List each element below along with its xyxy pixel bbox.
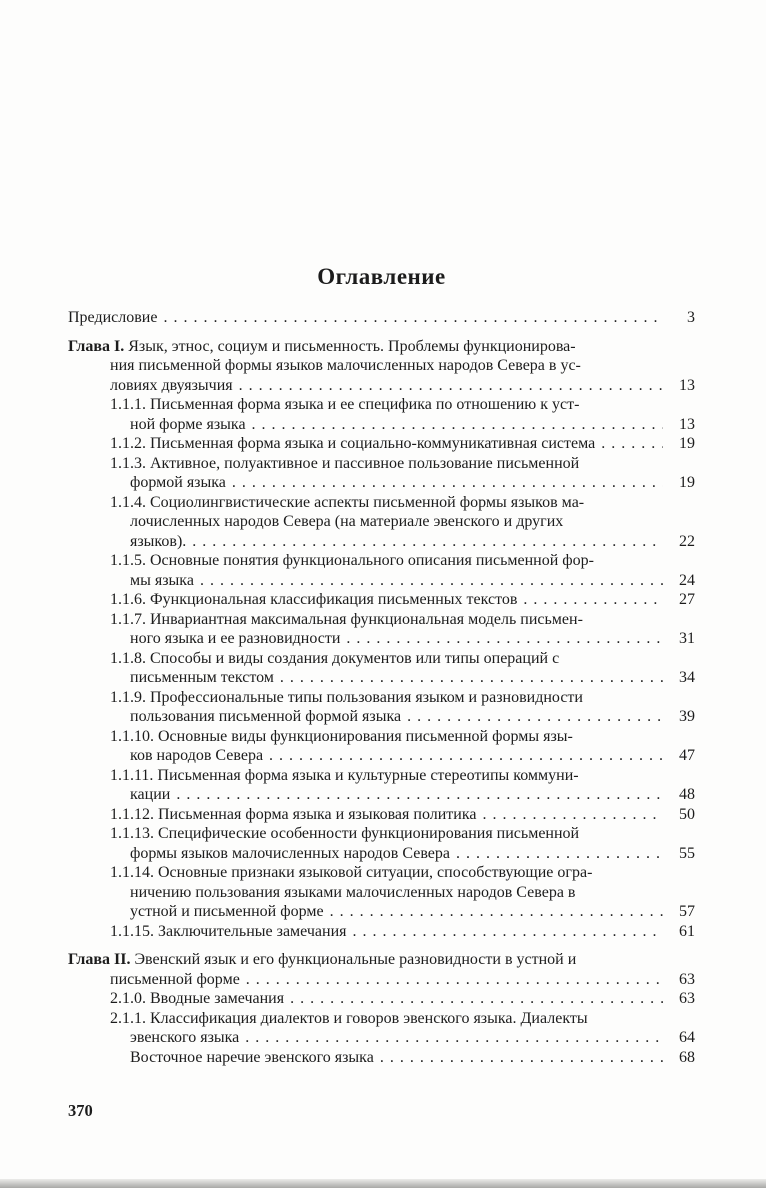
toc-line-text: Восточное наречие эвенского языка [130, 1048, 374, 1066]
toc-line-text: 1.1.8. Способы и виды создания документов или типы операций с [110, 649, 560, 667]
toc-page-number: 19 [679, 435, 695, 452]
toc-line [110, 727, 695, 747]
toc-line-text: 1.1.10. Основные виды функционирования письменной формы язы- [110, 727, 573, 745]
toc-page-number: 19 [679, 474, 695, 491]
toc-line-text: Глава II. Эвенский язык и его функциональные разновидности в устной и [68, 951, 577, 968]
chapter-prefix: Глава II. [68, 951, 135, 968]
dot-leader [601, 434, 663, 454]
toc-entry [68, 950, 695, 989]
dot-leader [252, 415, 663, 435]
toc-entry [68, 434, 695, 454]
toc-line [130, 844, 695, 864]
toc-line [110, 610, 695, 630]
toc-page-number: 68 [679, 1048, 695, 1066]
toc-entry [68, 395, 695, 434]
toc-content [68, 264, 695, 1067]
toc-entry [68, 922, 695, 942]
dot-leader [192, 532, 663, 552]
toc-line-text: ной форме языка [130, 415, 246, 433]
toc-line-text: 2.1.1. Классификация диалектов и говоров эвенского языка. Диалекты [110, 1009, 588, 1027]
toc-page-number: 13 [679, 415, 695, 433]
toc-line [130, 746, 695, 766]
toc-line [110, 863, 695, 883]
page-title: Оглавление [317, 264, 446, 289]
toc-line-text: ков народов Севера [130, 747, 264, 764]
toc-line [68, 950, 695, 970]
toc-page-number: 64 [679, 1029, 695, 1046]
dot-leader [407, 707, 663, 727]
toc-page-number: 61 [679, 922, 695, 940]
toc-line-text: 1.1.14. Основные признаки языковой ситуации, способствующие огра- [110, 864, 593, 881]
toc-line [130, 415, 695, 435]
toc-entry [68, 590, 695, 610]
dot-leader [523, 590, 663, 610]
toc-line [110, 493, 695, 513]
toc-page-number: 55 [679, 844, 695, 862]
toc-page-number: 24 [679, 571, 695, 589]
dot-leader [239, 376, 663, 396]
toc-line [110, 766, 695, 786]
toc-entry [68, 727, 695, 766]
toc-line-text: 1.1.15. Заключительные замечания [110, 922, 347, 940]
footer-page-number: 370 [68, 1101, 93, 1120]
toc-page-number: 34 [679, 669, 695, 686]
toc-line [110, 434, 695, 454]
toc-page-number: 50 [679, 805, 695, 823]
toc-line-text: ния письменной формы языков малочисленных народов Севера в ус- [110, 357, 581, 374]
toc-page-number: 39 [679, 708, 695, 725]
toc-entry [68, 551, 695, 590]
toc-line [110, 551, 695, 571]
toc-page-number: 22 [679, 532, 695, 550]
toc-line-text: письменным текстом [130, 669, 274, 686]
dot-leader [456, 844, 663, 864]
dot-leader [176, 785, 663, 805]
toc-entry [68, 863, 695, 922]
toc-line-text: устной и письменной форме [130, 903, 324, 920]
dot-leader [353, 922, 664, 942]
toc-line [130, 707, 695, 727]
toc-line [130, 1028, 695, 1048]
dot-leader [330, 902, 663, 922]
toc-line [130, 532, 695, 552]
chapter-prefix: Глава I. [68, 337, 129, 355]
toc-page-number: 63 [679, 970, 695, 988]
toc-line [130, 883, 695, 903]
toc-line [110, 649, 695, 669]
toc-line-text: формой языка [130, 474, 226, 491]
toc-line-text: 1.1.5. Основные понятия функционального описания письменной фор- [110, 552, 594, 569]
toc-list [68, 308, 695, 1067]
dot-leader [482, 805, 663, 825]
toc-page-number: 27 [679, 591, 695, 608]
dot-leader [163, 308, 663, 328]
dot-leader [346, 629, 663, 649]
toc-line-text: ного языка и ее разновидности [130, 630, 341, 647]
toc-line-text: кации [130, 786, 171, 803]
toc-line-text: лочисленных народов Севера (на материале эвенского и других [130, 513, 564, 530]
toc-entry [68, 493, 695, 552]
toc-line [130, 785, 695, 805]
toc-entry [68, 1009, 695, 1048]
toc-entry [68, 649, 695, 688]
toc-line [110, 805, 695, 825]
toc-entry [68, 688, 695, 727]
toc-page-number: 13 [679, 376, 695, 394]
toc-line-text: Предисловие [68, 309, 158, 326]
toc-line-text: 1.1.3. Активное, полуактивное и пассивное пользование письменной [110, 454, 580, 472]
toc-line-text: мы языка [130, 571, 194, 589]
toc-entry [68, 989, 695, 1009]
toc-line [110, 688, 695, 708]
toc-line [130, 473, 695, 493]
toc-line-text: 1.1.13. Специфические особенности функционирования письменной [110, 825, 580, 842]
dot-leader [200, 571, 663, 591]
dot-leader [290, 989, 663, 1009]
toc-line [110, 824, 695, 844]
toc-page-number: 63 [679, 990, 695, 1007]
toc-line-text: 1.1.11. Письменная форма языка и культурные стереотипы коммуни- [110, 766, 579, 784]
toc-line [110, 376, 695, 396]
toc-line-text: письменной форме [110, 970, 240, 988]
toc-line [110, 590, 695, 610]
dot-leader [232, 473, 663, 493]
toc-line [130, 902, 695, 922]
toc-line [110, 454, 695, 474]
toc-entry [68, 766, 695, 805]
toc-line-text: эвенского языка [130, 1029, 240, 1046]
toc-line-text: 1.1.1. Письменная форма языка и ее специфика по отношению к уст- [110, 396, 580, 413]
toc-page-number: 31 [679, 630, 695, 647]
toc-entry [68, 610, 695, 649]
toc-entry [68, 337, 695, 396]
toc-line-text: 2.1.0. Вводные замечания [110, 990, 285, 1007]
toc-line [130, 512, 695, 532]
toc-line [68, 308, 695, 328]
dot-leader [245, 1028, 663, 1048]
dot-leader [269, 746, 663, 766]
dot-leader [380, 1048, 663, 1068]
toc-line [130, 571, 695, 591]
toc-line [130, 1048, 695, 1068]
toc-entry [68, 824, 695, 863]
toc-entry [68, 308, 695, 328]
toc-line-text: языков). [130, 532, 187, 550]
toc-entry [68, 1048, 695, 1068]
toc-line-text: пользования письменной формой языка [130, 708, 402, 725]
toc-line [110, 395, 695, 415]
toc-line [110, 1009, 695, 1029]
toc-line [130, 668, 695, 688]
toc-line-text: ловиях двуязычия [110, 376, 233, 394]
scan-bottom-edge [0, 1179, 766, 1188]
toc-line [110, 989, 695, 1009]
toc-page-number: 48 [679, 786, 695, 803]
toc-line-text: ничению пользования языками малочисленных народов Севера в [130, 883, 576, 901]
toc-page-number: 47 [679, 747, 695, 764]
toc-line [110, 970, 695, 990]
dot-leader [246, 970, 663, 990]
toc-line [110, 922, 695, 942]
toc-line-text: формы языков малочисленных народов Севера [130, 844, 450, 862]
toc-line-text: Глава I. Язык, этнос, социум и письменность. Проблемы функционирова- [68, 337, 576, 355]
toc-page-number: 57 [679, 903, 695, 920]
dot-leader [280, 668, 663, 688]
toc-line-text: 1.1.6. Функциональная классификация письменных текстов [110, 591, 518, 608]
toc-line [110, 356, 695, 376]
toc-line-text: 1.1.2. Письменная форма языка и социально-коммуникативная система [110, 435, 596, 452]
toc-line-text: 1.1.4. Социолингвистические аспекты письменной формы языков ма- [110, 493, 585, 511]
toc-entry [68, 805, 695, 825]
toc-page-number: 3 [687, 309, 695, 326]
toc-line [130, 629, 695, 649]
toc-line-text: 1.1.12. Письменная форма языка и языковая политика [110, 805, 477, 823]
toc-line-text: 1.1.7. Инвариантная максимальная функциональная модель письмен- [110, 610, 583, 628]
toc-line-text: 1.1.9. Профессиональные типы пользования языком и разновидности [110, 688, 583, 706]
toc-line [68, 337, 695, 357]
toc-entry [68, 454, 695, 493]
